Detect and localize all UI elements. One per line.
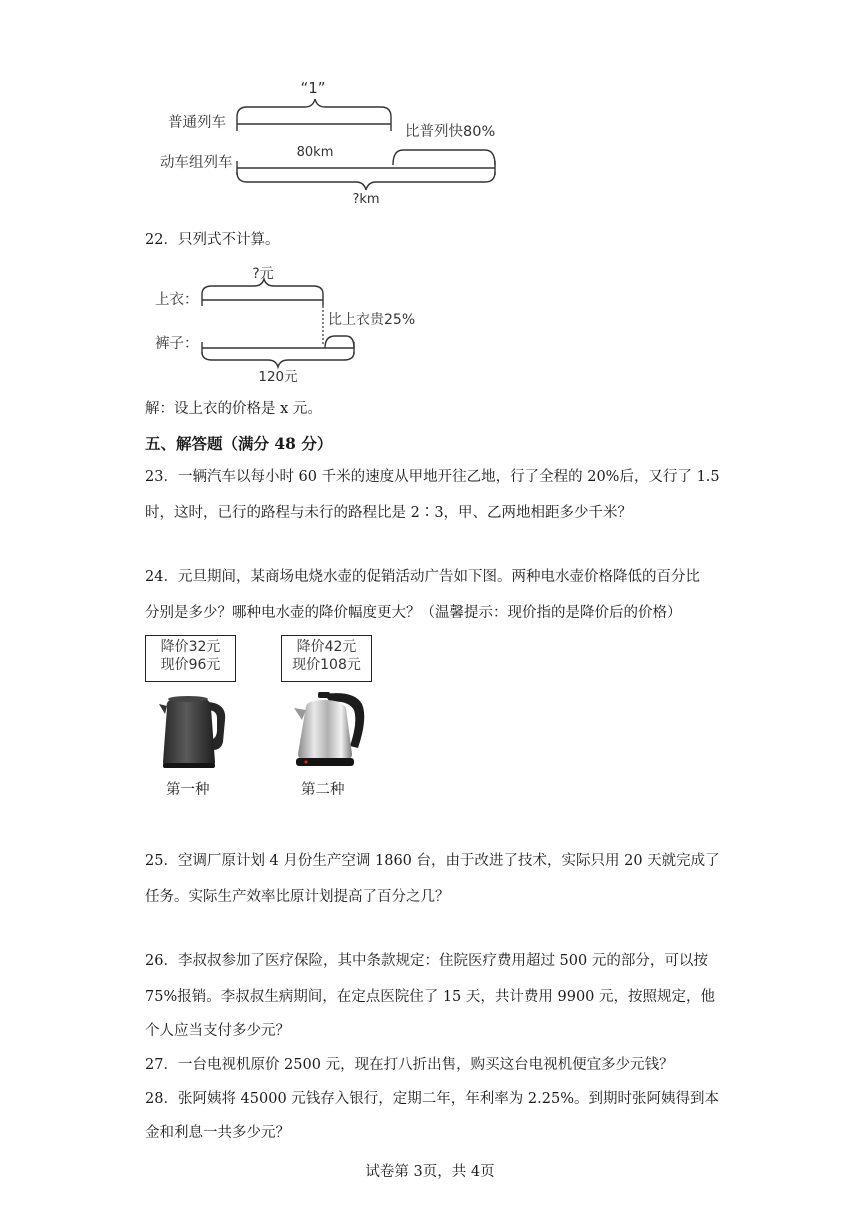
q22-extra-label: 比上衣贵25% [328, 312, 416, 328]
q22-top-brace [202, 279, 323, 294]
kettle1-now: 现价96元 [160, 657, 221, 673]
kettle2-price-box [281, 635, 372, 682]
q23-line1: 23．一辆汽车以每小时 60 千米的速度从甲地开往乙地，行了全程的 20%后，又行了 1.5 [145, 469, 720, 485]
q25-line2: 任务。实际生产效率比原计划提高了百分之几？ [145, 889, 450, 905]
q28-line2: 金和利息一共多少元？ [145, 1125, 290, 1141]
train-diagram [160, 75, 520, 210]
q24-line1: 24．元旦期间，某商场电烧水壶的促销活动广告如下图。两种电水壶价格降低的百分比 [145, 569, 700, 585]
q26-line1: 26．李叔叔参加了医疗保险，其中条款规定：住院医疗费用超过 500 元的部分，可以按 [145, 953, 708, 969]
section-title: 五、解答题（满分 48 分） [145, 434, 333, 453]
kettle2-image [292, 688, 372, 770]
kettle1-price-box [145, 635, 236, 682]
q26-line3: 个人应当支付多少元？ [145, 1023, 290, 1039]
diagram1-extra-label: 比普列快80% [405, 124, 496, 140]
q22-top-label: ?元 [252, 266, 274, 282]
q22-row2-label: 裤子： [155, 336, 199, 352]
diagram1-row1-label: 普通列车 [168, 115, 226, 131]
q23-line2: 时，这时，已行的路程与未行的路程比是 2∶3，甲、乙两地相距多少千米？ [145, 505, 633, 521]
diagram1-quote-label: “1” [300, 79, 326, 97]
q22-solution: 解：设上衣的价格是 x 元。 [145, 401, 322, 417]
diagram1-extra-brace [393, 150, 495, 165]
clothes-diagram [150, 262, 430, 387]
diagram1-row2-line [237, 161, 495, 175]
diagram1-bottom-brace [237, 172, 495, 190]
q26-line2: 75%报销。李叔叔生病期间，在定点医院住了 15 天，共计费用 9900 元，按照规定，他 [145, 989, 716, 1005]
q27-line1: 27．一台电视机原价 2500 元，现在打八折出售，购买这台电视机便宜多少元钱？ [145, 1057, 674, 1073]
diagram1-total-label: ?km [352, 192, 380, 207]
q22-bottom-label: 120元 [258, 369, 298, 385]
kettle1-caption: 第一种 [166, 782, 210, 798]
q22-row2-line [202, 342, 354, 354]
diagram1-top-brace [237, 99, 391, 117]
q28-line1: 28．张阿姨将 45000 元钱存入银行，定期二年，年利率为 2.25%。到期时张阿姨得到本 [145, 1091, 719, 1107]
q24-line2: 分别是多少？哪种电水壶的降价幅度更大？（温馨提示：现价指的是降价后的价格） [145, 605, 682, 621]
kettle2-drop: 降价42元 [296, 639, 357, 655]
q22-bottom-brace [202, 352, 354, 367]
q22-row1-label: 上衣： [155, 292, 199, 308]
diagram1-row2-label: 动车组列车 [160, 155, 233, 171]
q22-text: 22．只列式不计算。 [145, 232, 280, 248]
q25-line1: 25．空调厂原计划 4 月份生产空调 1860 台，由于改进了技术，实际只用 20 天就完成了 [145, 853, 720, 869]
q22-row1-line [202, 294, 323, 306]
kettle2-caption: 第二种 [301, 782, 345, 798]
page-footer: 试卷第 3页，共 4页 [365, 1164, 495, 1180]
q22-extra-brace [325, 336, 354, 348]
diagram1-row1-line [237, 117, 391, 131]
kettle1-drop: 降价32元 [160, 639, 221, 655]
kettle1-image [155, 690, 235, 770]
kettle2-now: 现价108元 [292, 657, 361, 673]
diagram1-segment-label: 80km [296, 145, 334, 160]
